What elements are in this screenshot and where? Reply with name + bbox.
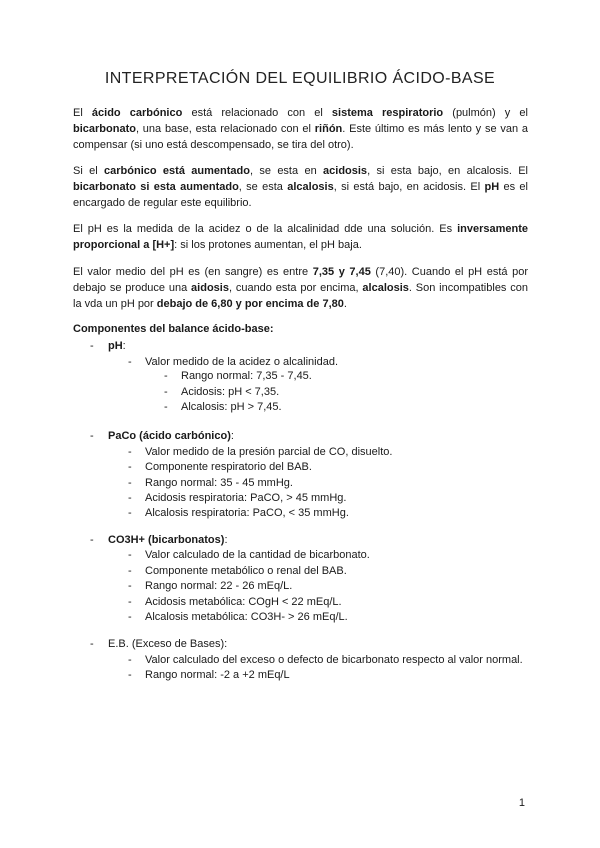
bullet-dash: - [128,446,132,458]
list-item: Rango normal: 7,35 - 7,45. [181,370,312,382]
list-item: Alcalosis respiratoria: PaCO, < 35 mmHg. [145,507,349,519]
text: , una base, esta relacionado con el [135,123,315,135]
bold-text: inversamente proporcional a [H+] [73,223,528,251]
text: . Son incompatibles con la vda un pH por [73,282,528,310]
list-item: Valor calculado del exceso o defecto de bicarbonato respecto al valor normal. [145,654,523,666]
list-item: Acidosis metabólica: COgH < 22 mEq/L. [145,596,342,608]
text: : si los protones aumentan, el pH baja. [174,239,362,251]
text: está relacionado con el [182,107,332,119]
bullet-dash: - [90,638,94,650]
list-item-eb: E.B. (Exceso de Bases): [108,638,228,650]
text: . Este último es más lento y se van a compensar (si uno está descompensado, se tira del otro). [73,123,528,151]
bullet-dash: - [128,507,132,519]
bold-text: 7,35 y 7,45 [312,266,371,278]
page-number: 1 [518,797,525,809]
list-item: Rango normal: -2 a +2 mEq/L [145,669,290,681]
list-item: Valor calculado de la cantidad de bicarbonato. [145,549,370,561]
paragraph-acidosis-alkalosis [73,163,528,211]
list-item: Componente respiratorio del BAB. [145,461,312,473]
bullet-dash: - [128,477,132,489]
bullet-dash: - [128,356,132,368]
list-item: Componente metabólico o renal del BAB. [145,565,347,577]
text: , si esta bajo, en alcalosis. El [367,165,528,177]
text: (pulmón) y el [443,107,528,119]
paragraph-ph-definition [73,221,528,253]
page-title: INTERPRETACIÓN DEL EQUILIBRIO ÁCIDO-BASE [104,70,496,87]
bullet-dash: - [128,492,132,504]
list-item: Rango normal: 35 - 45 mmHg. [145,477,293,489]
text: . [343,298,347,310]
bold-text: bicarbonato si esta aumentado [73,181,239,193]
bold-text: ácido carbónico [91,107,183,119]
text: es el encargado de regular este equilibrio. [73,181,528,209]
text: Si el [73,165,105,177]
paco-label: PaCo (ácido carbónico) [108,430,231,442]
text: , se esta [238,181,288,193]
list-item: Acidosis: pH < 7,35. [181,386,280,398]
text: (7,40). Cuando el pH está por debajo se produce una [73,266,528,294]
list-item: Valor medido de la acidez o alcalinidad. [145,356,339,368]
list-item: Acidosis respiratoria: PaCO, > 45 mmHg. [145,492,347,504]
list-item-co3h [108,532,228,548]
co3h-label: CO3H+ (bicarbonatos) [108,534,225,546]
co3h-suffix: : [224,534,228,546]
bullet-dash: - [164,401,168,413]
heading-suffix: : [269,323,274,335]
bullet-dash: - [90,340,94,352]
bullet-dash: - [164,370,168,382]
list-item: Valor medido de la presión parcial de CO, disuelto. [145,446,393,458]
ph-suffix: : [122,340,126,352]
bullet-dash: - [164,386,168,398]
bold-text: pH [484,181,500,193]
bullet-dash: - [128,654,132,666]
bullet-dash: - [128,580,132,592]
text: , se esta en [249,165,324,177]
list-item-paco [108,428,234,444]
list-item: Alcalosis metabólica: CO3H- > 26 mEq/L. [145,611,348,623]
text: El valor medio del pH es (en sangre) es entre [73,266,313,278]
paragraph-acid-base-relation [73,105,528,153]
bold-text: alcalosis [362,282,409,294]
bullet-dash: - [90,534,94,546]
paco-suffix: : [230,430,234,442]
heading-text: Componentes del balance ácido-base [73,323,270,335]
bold-text: alcalosis [287,181,334,193]
bullet-dash: - [128,461,132,473]
bold-text: bicarbonato [73,123,136,135]
bullet-dash: - [90,430,94,442]
list-item: Alcalosis: pH > 7,45. [181,401,282,413]
paragraph-ph-values [73,264,528,312]
text: , si está bajo, en acidosis. El [333,181,485,193]
text: , cuando esta por encima, [228,282,363,294]
bold-text: aidosis [191,282,229,294]
list-item: Rango normal: 22 - 26 mEq/L. [145,580,293,592]
ph-label: pH [108,340,123,352]
text: El [73,107,92,119]
bullet-dash: - [128,565,132,577]
bullet-dash: - [128,611,132,623]
list-item-ph [108,338,126,354]
bold-text: sistema respiratorio [331,107,444,119]
bullet-dash: - [128,596,132,608]
bold-text: riñón [314,123,343,135]
components-heading [73,323,274,335]
bullet-dash: - [128,549,132,561]
bold-text: debajo de 6,80 y por encima de 7,80 [156,298,344,310]
bold-text: acidosis [323,165,368,177]
text: El pH es la medida de la acidez o de la alcalinidad dde una solución. Es [73,223,458,235]
bullet-dash: - [128,669,132,681]
bold-text: carbónico está aumentado [104,165,250,177]
